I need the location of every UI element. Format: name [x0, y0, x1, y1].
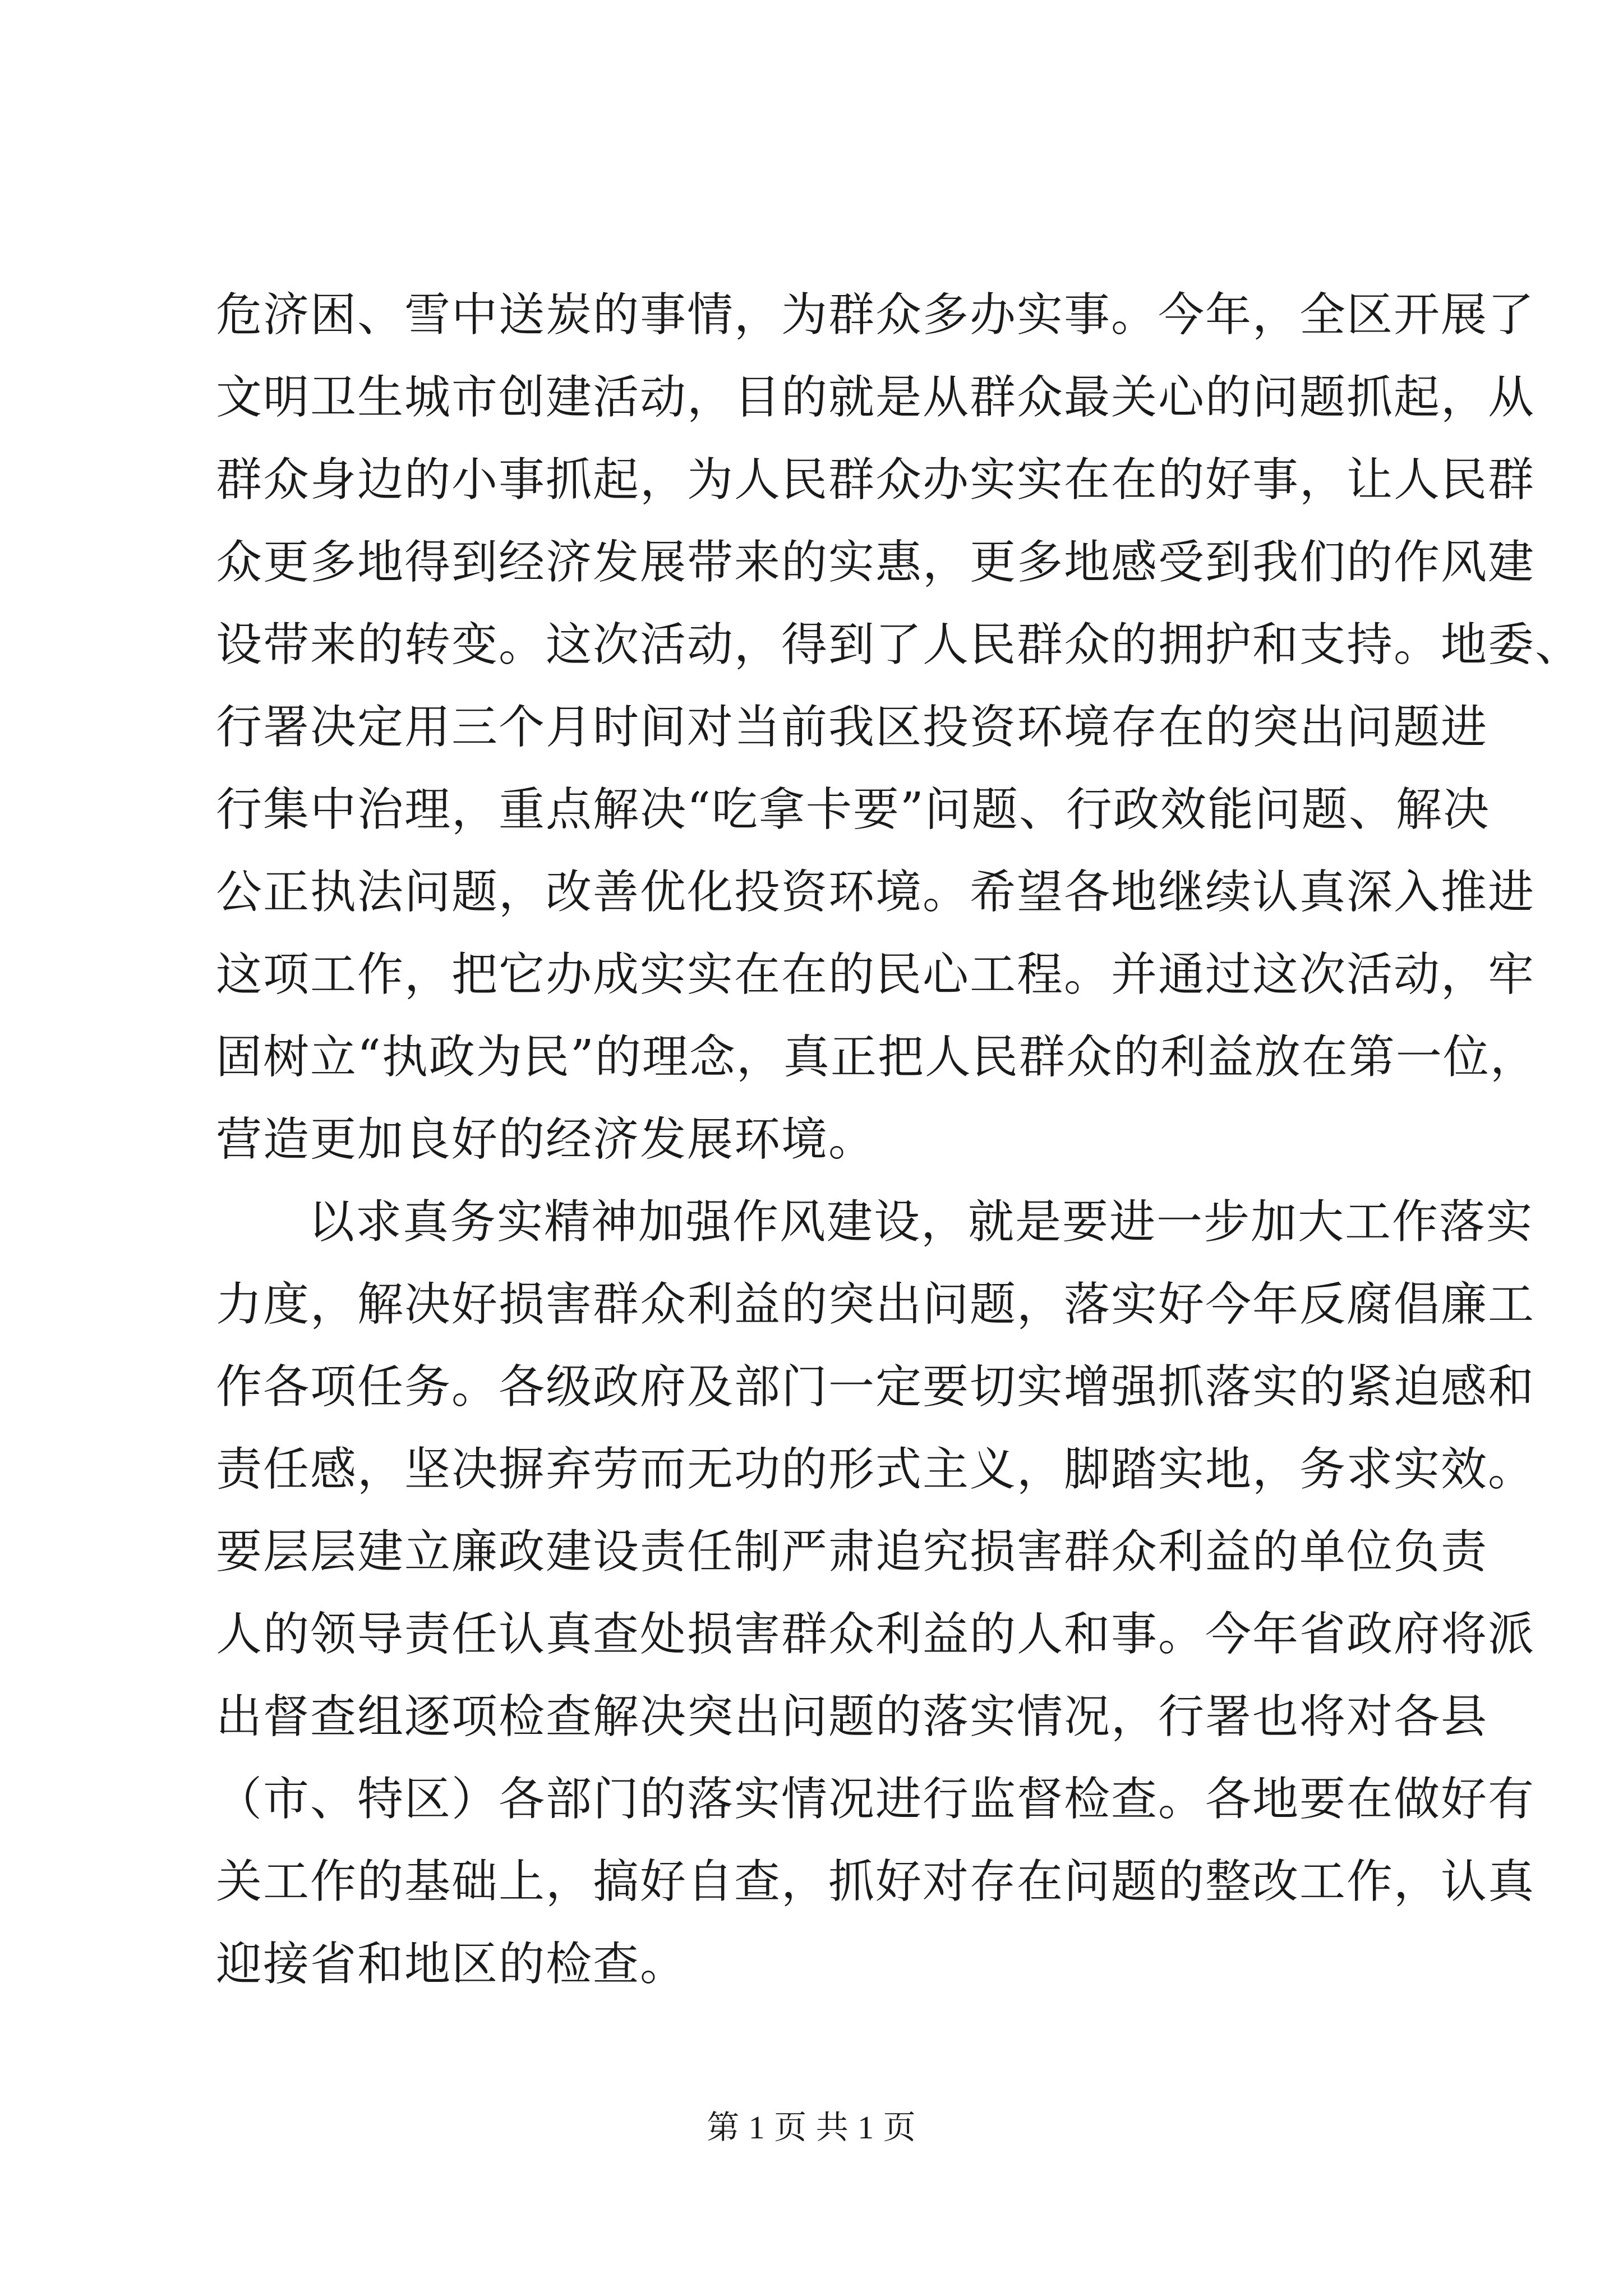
- text-line: 责任感，坚决摒弃劳而无功的形式主义，脚踏实地，务求实效。: [216, 1443, 1536, 1496]
- text-line: 人的领导责任认真查处损害群众利益的人和事。今年省政府将派: [216, 1608, 1536, 1661]
- text-line: 设带来的转变。这次活动，得到了人民群众的拥护和支持。地委、: [216, 618, 1583, 671]
- paragraph: [216, 1181, 1536, 2005]
- text-line: 固树立“执政为民”的理念，真正把人民群众的利益放在第一位，: [216, 1030, 1537, 1084]
- text-line: （市、特区）各部门的落实情况进行监督检查。各地要在做好有: [216, 1773, 1536, 1826]
- paragraph: [216, 274, 1583, 1181]
- text-line: 公正执法问题，改善优化投资环境。希望各地继续认真深入推进: [216, 866, 1536, 919]
- document-body: [216, 274, 1583, 2005]
- text-line: 营造更加良好的经济发展环境。: [216, 1113, 876, 1166]
- text-line: 这项工作，把它办成实实在在的民心工程。并通过这次活动，牢: [216, 948, 1536, 1001]
- text-line: 危济困、雪中送炭的事情，为群众多办实事。今年，全区开展了: [216, 288, 1536, 342]
- text-line: 力度，解决好损害群众利益的突出问题，落实好今年反腐倡廉工: [216, 1278, 1536, 1331]
- page-number-footer: 第 1 页 共 1 页: [707, 2109, 916, 2146]
- text-line: 文明卫生城市创建活动，目的就是从群众最关心的问题抓起，从: [216, 371, 1536, 424]
- text-line: 群众身边的小事抓起，为人民群众办实实在在的好事，让人民群: [216, 453, 1536, 507]
- text-line: 关工作的基础上，搞好自查，抓好对存在问题的整改工作，认真: [216, 1855, 1536, 1908]
- text-line: 行署决定用三个月时间对当前我区投资环境存在的突出问题进: [216, 701, 1488, 754]
- text-line: 以求真务实精神加强作风建设，就是要进一步加大工作落实: [308, 1195, 1534, 1249]
- text-line: 众更多地得到经济发展带来的实惠，更多地感受到我们的作风建: [216, 536, 1536, 589]
- text-line: 行集中治理，重点解决“吃拿卡要”问题、行政效能问题、解决: [216, 783, 1490, 836]
- text-line: 出督查组逐项检查解决突出问题的落实情况，行署也将对各县: [216, 1690, 1488, 1743]
- text-line: 要层层建立廉政建设责任制严肃追究损害群众利益的单位负责: [216, 1525, 1488, 1579]
- text-line: 作各项任务。各级政府及部门一定要切实增强抓落实的紧迫感和: [216, 1360, 1536, 1414]
- text-line: 迎接省和地区的检查。: [216, 1938, 688, 1991]
